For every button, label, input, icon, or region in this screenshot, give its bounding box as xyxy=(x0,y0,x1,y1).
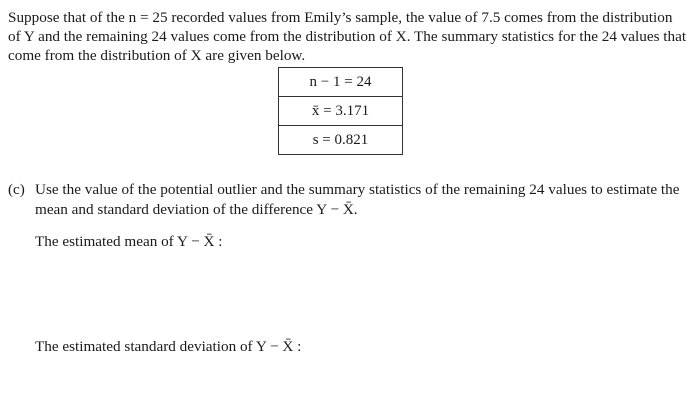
intro-line-1: Suppose that of the n = 25 recorded values from Emily’s sample, the value of 7.5 comes from the distribution xyxy=(8,9,673,26)
table-row xyxy=(279,97,403,126)
estimated-sd-prompt: The estimated standard deviation of Y − X̄ : xyxy=(35,338,302,355)
intro-line-2: of Y and the remaining 24 values come from the distribution of X. The summary statistics for the 24 values that xyxy=(8,28,687,45)
part-c-line-1: Use the value of the potential outlier and the summary statistics of the remaining 24 values to estimate the xyxy=(35,181,680,198)
part-c xyxy=(8,180,698,220)
table-row xyxy=(279,126,403,155)
summary-statistics-table xyxy=(278,67,403,155)
table-row xyxy=(279,68,403,97)
sample-sd-cell: s = 0.821 xyxy=(279,126,403,155)
sample-mean-cell: x̄ = 3.171 xyxy=(279,97,403,126)
intro-line-3: come from the distribution of X are given below. xyxy=(8,47,306,64)
part-c-question xyxy=(35,180,698,220)
problem-intro xyxy=(8,8,698,65)
sample-size-cell: n − 1 = 24 xyxy=(279,68,403,97)
part-c-line-2: mean and standard deviation of the difference Y − X̄. xyxy=(35,201,358,218)
part-c-marker: (c) xyxy=(8,181,25,198)
estimated-mean-prompt: The estimated mean of Y − X̄ : xyxy=(35,233,223,250)
